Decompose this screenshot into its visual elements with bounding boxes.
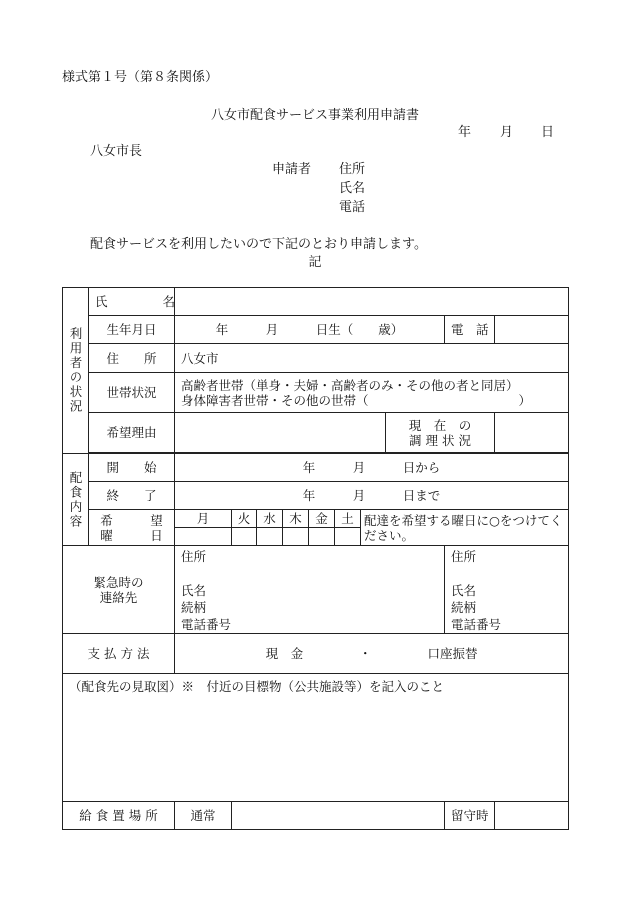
- placement-normal-field[interactable]: [232, 802, 445, 830]
- application-form-table: [62, 287, 569, 830]
- payment-transfer[interactable]: 口座振替: [427, 646, 478, 661]
- weekday-sat-mark[interactable]: [335, 528, 361, 546]
- weekday-label-2: 曜 日: [100, 527, 163, 543]
- phone-field[interactable]: [495, 316, 569, 344]
- applicant-name-label: 氏名: [339, 181, 366, 196]
- reason-label: 希望理由: [89, 413, 175, 453]
- weekday-fri-mark[interactable]: [309, 528, 335, 546]
- weekday-tue-mark[interactable]: [232, 528, 257, 546]
- weekday-note: [361, 510, 569, 546]
- name-field[interactable]: [175, 288, 569, 316]
- date-month: 月: [500, 125, 514, 140]
- weekday-note-1: 配達を希望する曜日に○をつけてく: [364, 512, 563, 528]
- weekday-wed[interactable]: 水: [257, 510, 283, 528]
- emergency-contact-label: [63, 546, 175, 634]
- emergency-1-address-label: 住所: [181, 549, 207, 564]
- weekday-label: [89, 510, 175, 546]
- reason-field[interactable]: [175, 413, 386, 453]
- emergency-1-phone-label: 電話番号: [181, 617, 232, 632]
- emergency-label-2: 連絡先: [99, 589, 138, 605]
- address-label: 住 所: [89, 344, 175, 373]
- cooking-status-label: [386, 413, 495, 453]
- weekday-sat[interactable]: 土: [335, 510, 361, 528]
- applicant-phone-label: 電話: [339, 200, 366, 215]
- weekday-note-2: ださい。: [364, 527, 415, 543]
- weekday-mon[interactable]: 月: [175, 510, 232, 528]
- weekday-tue[interactable]: 火: [232, 510, 257, 528]
- birthdate-field[interactable]: 年 月 日生（ 歳）: [175, 316, 445, 344]
- payment-separator: ・: [359, 646, 372, 661]
- placement-absent-field[interactable]: [495, 802, 569, 830]
- household-field[interactable]: [175, 373, 569, 413]
- meal-section-label: 配食内容: [63, 454, 89, 546]
- emergency-2-relation-label: 続柄: [451, 600, 477, 615]
- emergency-contact-1[interactable]: [175, 546, 445, 634]
- form-title: 八女市配食サービス事業利用申請書: [210, 108, 419, 123]
- end-field[interactable]: 年 月 日まで: [175, 482, 569, 510]
- date-year: 年: [458, 125, 472, 140]
- weekday-fri[interactable]: 金: [309, 510, 335, 528]
- phone-label: 電 話: [445, 316, 495, 344]
- emergency-2-name-label: 氏名: [451, 583, 477, 598]
- map-area[interactable]: [63, 674, 569, 802]
- user-section-label: 利用者の状況: [63, 288, 89, 454]
- birthdate-label: 生年月日: [89, 316, 175, 344]
- emergency-2-phone-label: 電話番号: [451, 617, 502, 632]
- weekday-thu-mark[interactable]: [283, 528, 309, 546]
- application-statement: 配食サービスを利用したいので下記のとおり申請します。: [90, 237, 427, 252]
- start-label: 開 始: [89, 454, 175, 482]
- cooking-status-label-1: 現 在 の: [408, 417, 472, 433]
- name-label: 氏 名: [89, 288, 175, 316]
- placement-normal-label: 通常: [175, 802, 232, 830]
- emergency-1-relation-label: 続柄: [181, 600, 207, 615]
- weekday-wed-mark[interactable]: [257, 528, 283, 546]
- address-field[interactable]: 八女市: [175, 344, 569, 373]
- emergency-label-1: 緊急時の: [93, 574, 144, 590]
- emergency-2-address-label: 住所: [451, 549, 477, 564]
- date-day: 日: [541, 125, 555, 140]
- map-note: （配食先の見取図）※ 付近の目標物（公共施設等）を記入のこと: [69, 679, 445, 694]
- weekday-thu[interactable]: 木: [283, 510, 309, 528]
- weekday-mon-mark[interactable]: [175, 528, 232, 546]
- form-number: 様式第１号（第８条関係）: [62, 70, 219, 85]
- payment-options[interactable]: [175, 634, 569, 674]
- addressee: 八女市長: [90, 144, 143, 159]
- ki-mark: 記: [308, 255, 322, 270]
- placement-absent-label: 留守時: [445, 802, 495, 830]
- placement-label: 給 食 置 場 所: [63, 802, 175, 830]
- applicant-label: 申請者: [272, 162, 312, 177]
- household-line-2: 身体障害者世帯・その他の世帯（ ）: [181, 392, 532, 408]
- household-label: 世帯状況: [89, 373, 175, 413]
- payment-cash[interactable]: 現 金: [265, 646, 304, 661]
- emergency-1-name-label: 氏名: [181, 583, 207, 598]
- cooking-status-label-2: 調 理 状 況: [409, 432, 471, 448]
- end-label: 終 了: [89, 482, 175, 510]
- household-line-1: 高齢者世帯（単身・夫婦・高齢者のみ・その他の者と同居）: [181, 377, 519, 393]
- weekday-label-1: 希 望: [100, 512, 163, 528]
- start-field[interactable]: 年 月 日から: [175, 454, 569, 482]
- cooking-status-field[interactable]: [495, 413, 569, 453]
- emergency-contact-2[interactable]: [445, 546, 569, 634]
- payment-label: 支 払 方 法: [63, 634, 175, 674]
- applicant-address-label: 住所: [339, 162, 366, 177]
